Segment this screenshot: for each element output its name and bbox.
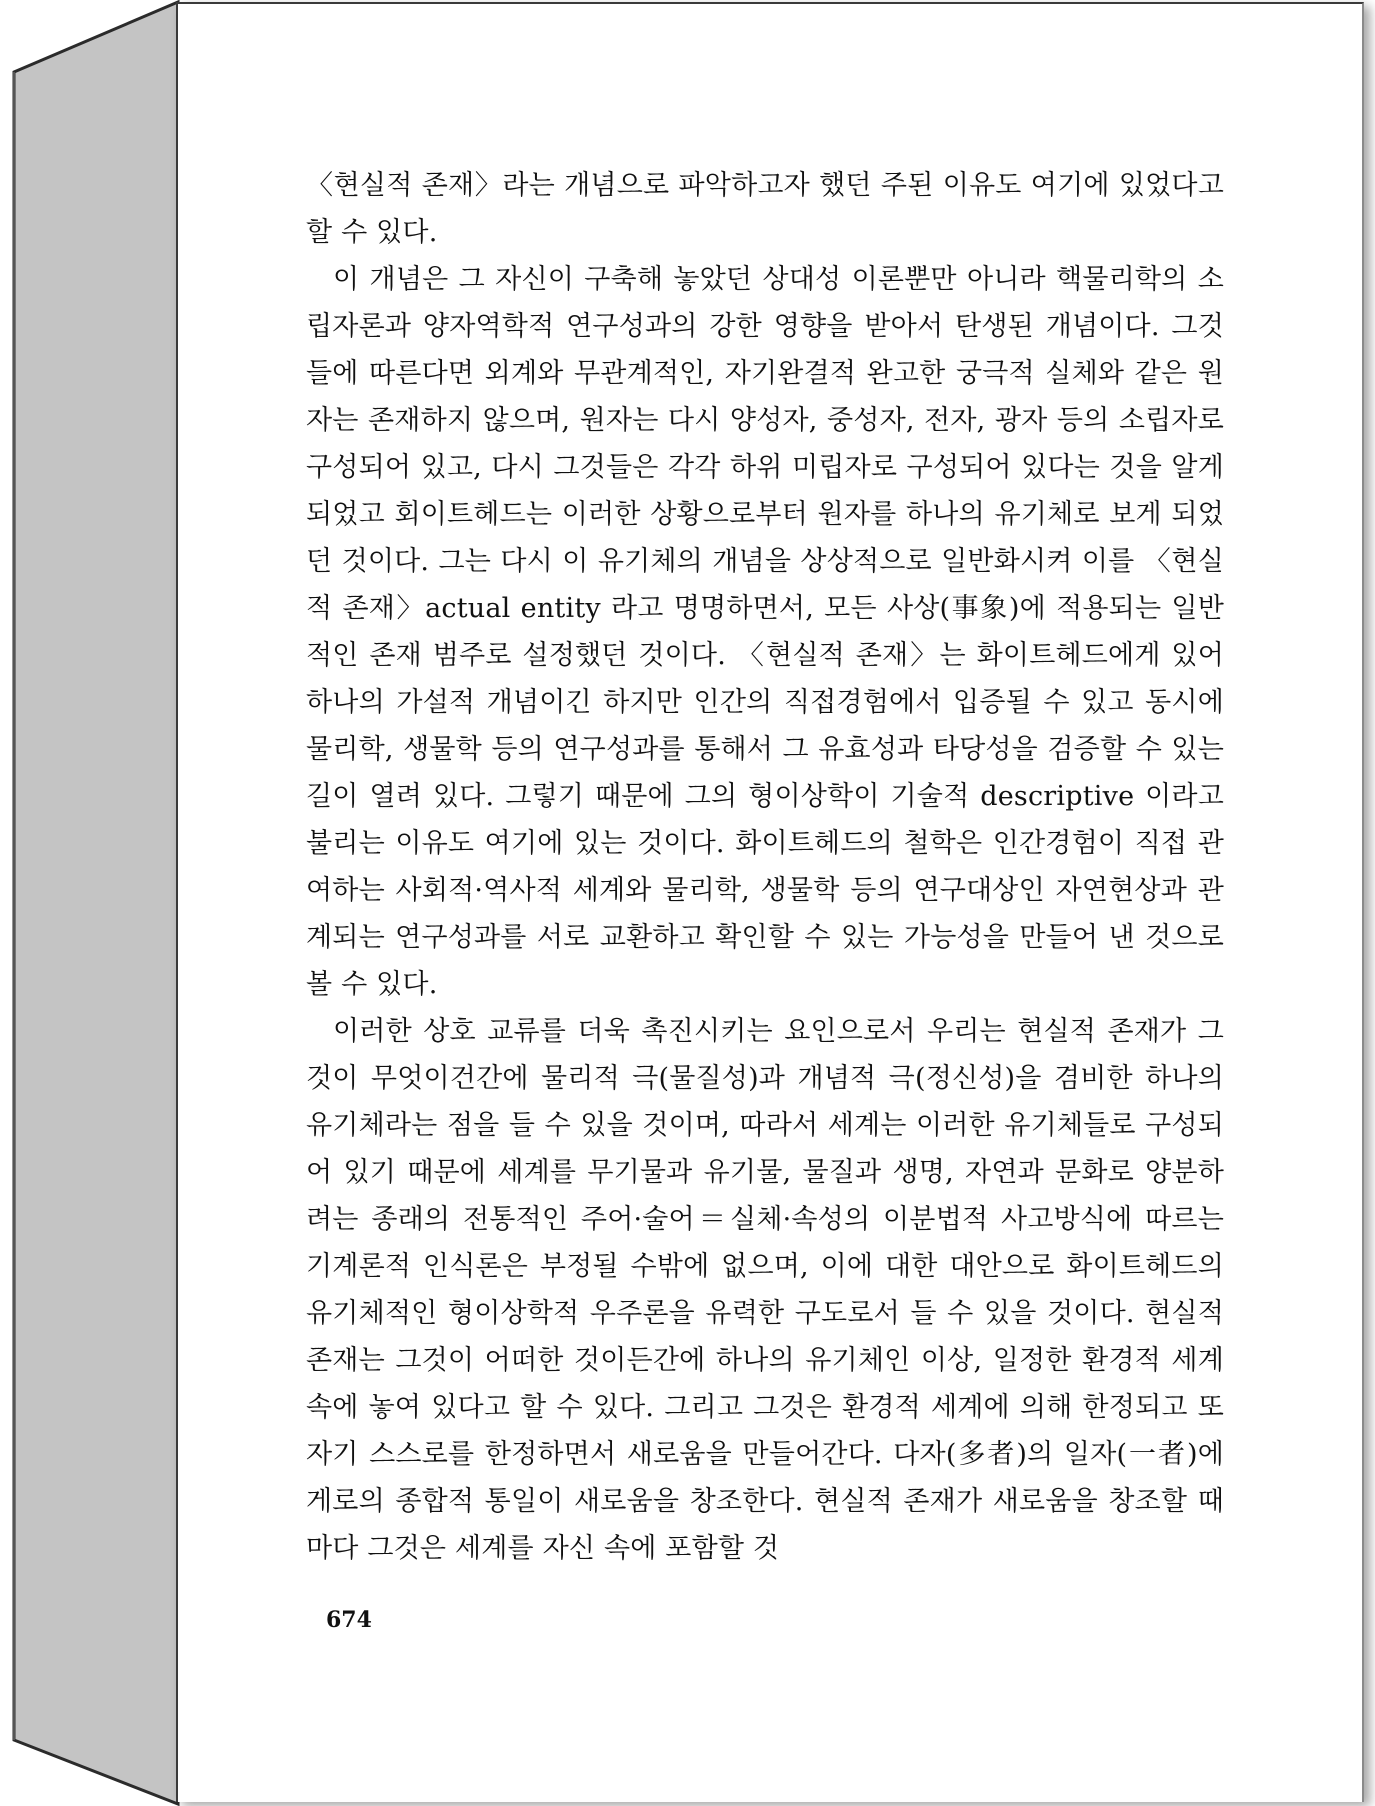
paragraph-3: 이러한 상호 교류를 더욱 촉진시키는 요인으로서 우리는 현실적 존재가 그것이 무엇이건간에 물리적 극(물질성)과 개념적 극(정신성)을 겸비한 하나의 유기체라는 점을 들 수 있을 것이며, 따라서 세계는 이러한 유기체들로 구성되어 있기 때문에 세계를 무기물과 유기물, 물질과 생명, 자연과 문화로 양분하려는 종래의 전통적인 주어·술어＝실체·속성의 이분법적 사고방식에 따르는 기계론적 인식론은 부정될 수밖에 없으며, 이에 대한 대안으로 화이트헤드의 유기체적인 형이상학적 우주론을 유력한 구도로서 들 수 있을 것이다. 현실적 존재는 그것이 어떠한 것이든간에 하나의 유기체인 이상, 일정한 환경적 세계 속에 놓여 있다고 할 수 있다. 그리고 그것은 환경적 세계에 의해 한정되고 또 자기 스스로를 한정하면서 새로움을 만들어간다. 다자(多者)의 일자(一者)에게로의 종합적 통일이 새로움을 창조한다. 현실적 존재가 새로움을 창조할 때마다 그것은 세계를 자신 속에 포함할 것 [306, 1016, 1224, 1564]
body-text [306, 162, 1224, 1572]
book-page [176, 2, 1364, 1802]
paragraph-1: 〈현실적 존재〉라는 개념으로 파악하고자 했던 주된 이유도 여기에 있었다고 할 수 있다. [306, 170, 1224, 248]
page-number: 674 [326, 1607, 372, 1633]
paragraph-2: 이 개념은 그 자신이 구축해 놓았던 상대성 이론뿐만 아니라 핵물리학의 소립자론과 양자역학적 연구성과의 강한 영향을 받아서 탄생된 개념이다. 그것들에 따른다면 외계와 무관계적인, 자기완결적 완고한 궁극적 실체와 같은 원자는 존재하지 않으며, 원자는 다시 양성자, 중성자, 전자, 광자 등의 소립자로 구성되어 있고, 다시 그것들은 각각 하위 미립자로 구성되어 있다는 것을 알게 되었고 회이트헤드는 이러한 상황으로부터 원자를 하나의 유기체로 보게 되었던 것이다. 그는 다시 이 유기체의 개념을 상상적으로 일반화시켜 이를 〈현실적 존재〉actual entity 라고 명명하면서, 모든 사상(事象)에 적용되는 일반적인 존재 범주로 설정했던 것이다. 〈현실적 존재〉는 화이트헤드에게 있어 하나의 가설적 개념이긴 하지만 인간의 직접경험에서 입증될 수 있고 동시에 물리학, 생물학 등의 연구성과를 통해서 그 유효성과 타당성을 검증할 수 있는 길이 열려 있다. 그렇기 때문에 그의 형이상학이 기술적 descriptive 이라고 불리는 이유도 여기에 있는 것이다. 화이트헤드의 철학은 인간경험이 직접 관여하는 사회적·역사적 세계와 물리학, 생물학 등의 연구대상인 자연현상과 관계되는 연구성과를 서로 교환하고 확인할 수 있는 가능성을 만들어 낸 것으로 볼 수 있다. [306, 264, 1224, 1000]
book-spine [0, 0, 180, 1806]
book-spine-shape [0, 0, 180, 1806]
